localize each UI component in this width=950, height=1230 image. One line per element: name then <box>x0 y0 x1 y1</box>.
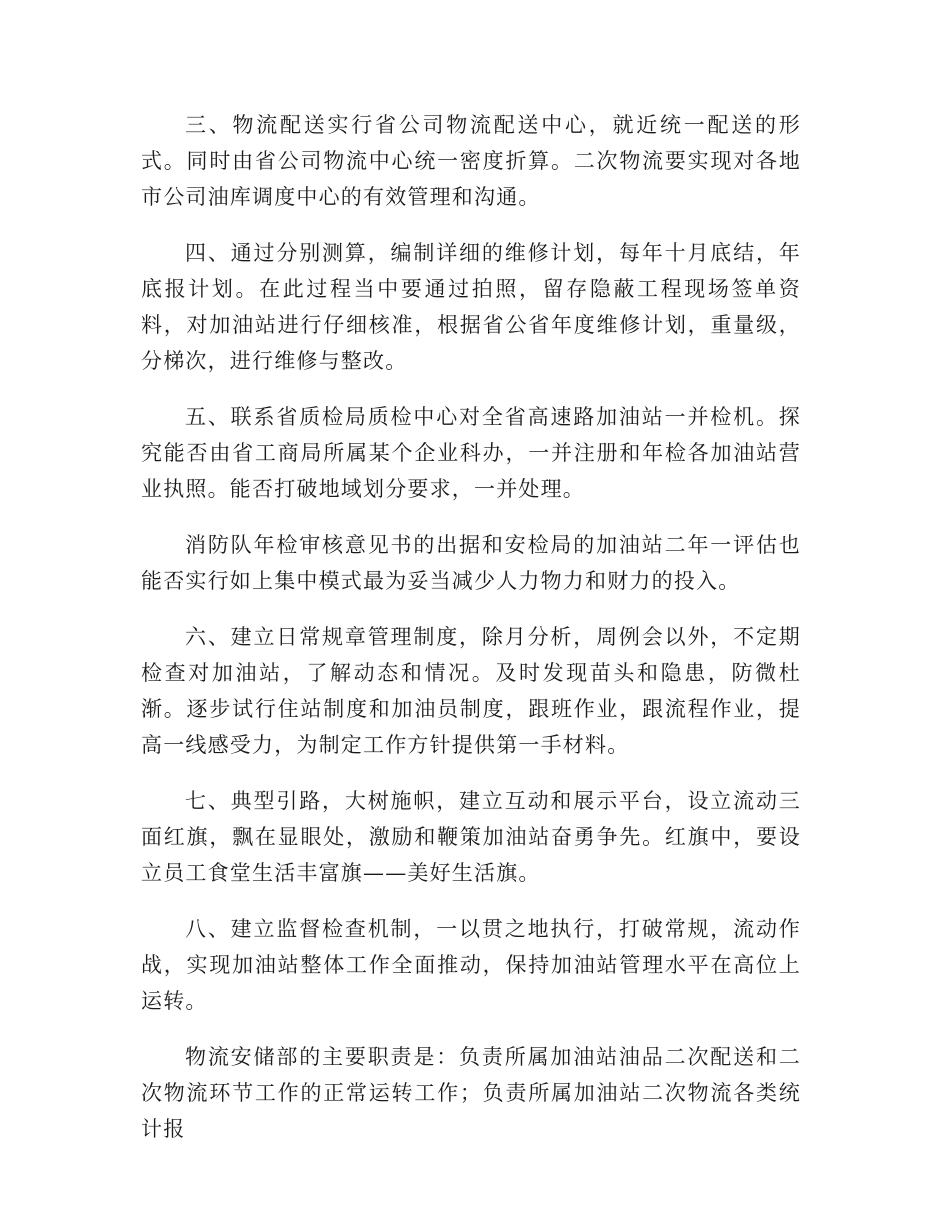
paragraph-logistics-delivery: 三、物流配送实行省公司物流配送中心，就近统一配送的形式。同时由省公司物流中心统一密度折算。二次物流要实现对各地市公司油库调度中心的有效管理和沟通。 <box>141 113 801 209</box>
document-page <box>141 107 801 1167</box>
paragraph-supervision: 八、建立监督检查机制，一以贯之地执行，打破常规，流动作战，实现加油站整体工作全面推动，保持加油站管理水平在高位上运转。 <box>141 917 801 1013</box>
paragraph-maintenance-plan: 四、通过分别测算，编制详细的维修计划，每年十月底结，年底报计划。在此过程当中要通过拍照，留存隐蔽工程现场签单资料，对加油站进行仔细核准，根据省公省年度维修计划，重量级，分梯次，进行维修与整改。 <box>141 241 801 373</box>
paragraph-management-system: 六、建立日常规章管理制度，除月分析，周例会以外，不定期检查对加油站，了解动态和情况。及时发现苗头和隐患，防微杜渐。逐步试行住站制度和加油员制度，跟班作业，跟流程作业，提高一线感受力，为制定工作方针提供第一手材料。 <box>141 625 801 757</box>
paragraph-red-flag: 七、典型引路，大树施帜，建立互动和展示平台，设立流动三面红旗，飘在显眼处，激励和鞭策加油站奋勇争先。红旗中，要设立员工食堂生活丰富旗——美好生活旗。 <box>141 789 801 885</box>
paragraph-fire-safety: 消防队年检审核意见书的出据和安检局的加油站二年一评估也能否实行如上集中模式最为妥当减少人力物力和财力的投入。 <box>141 533 801 593</box>
paragraph-department-duties: 物流安储部的主要职责是：负责所属加油站油品二次配送和二次物流环节工作的正常运转工作；负责所属加油站二次物流各类统计报 <box>141 1045 801 1141</box>
paragraph-quality-inspection: 五、联系省质检局质检中心对全省高速路加油站一并检机。探究能否由省工商局所属某个企业科办，一并注册和年检各加油站营业执照。能否打破地域划分要求，一并处理。 <box>141 405 801 501</box>
